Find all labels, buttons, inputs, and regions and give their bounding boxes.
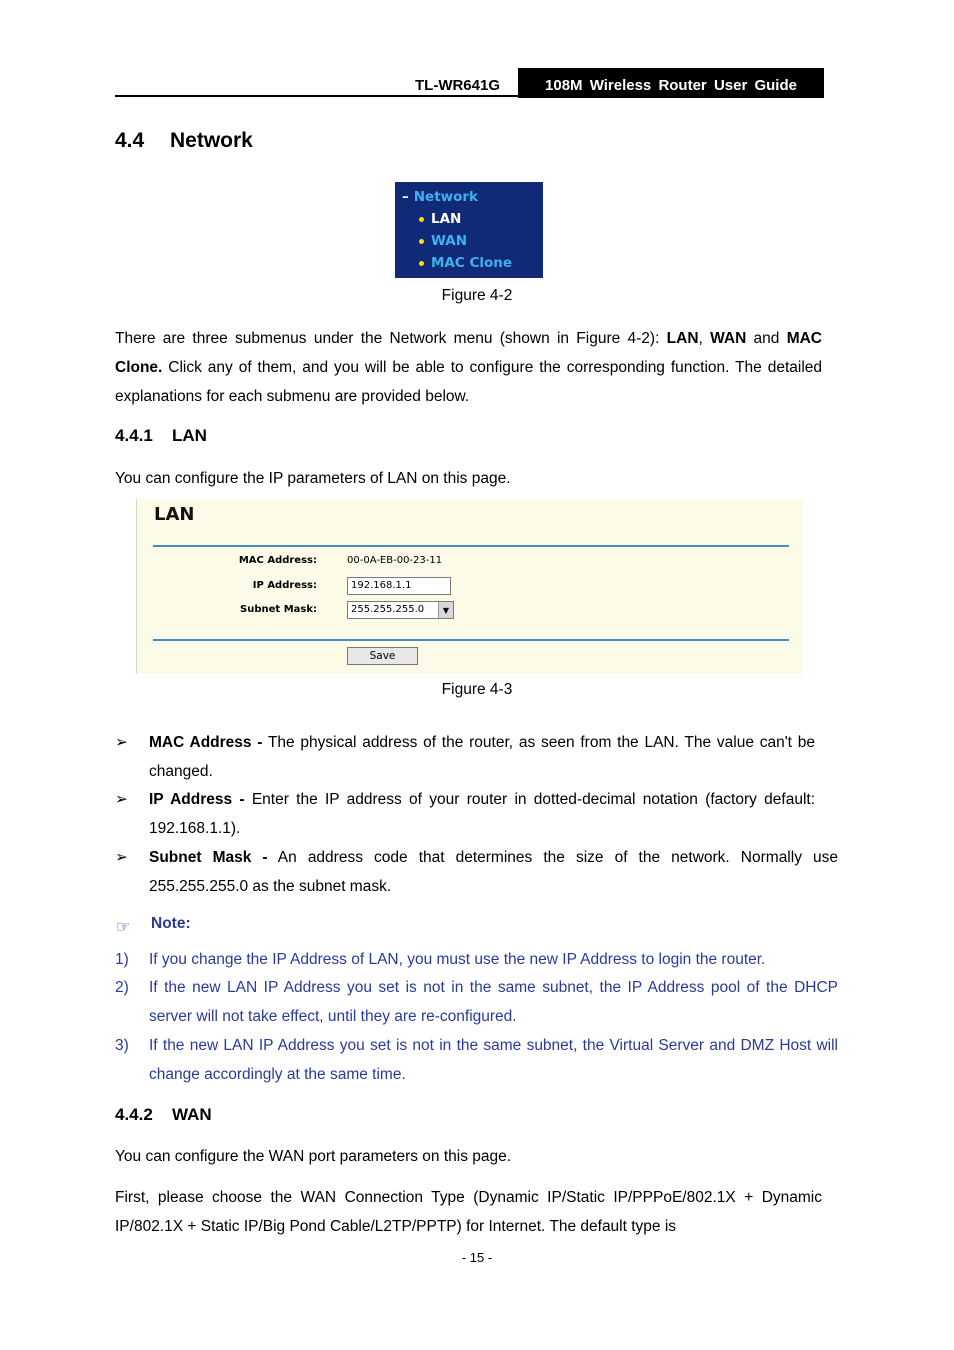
intro-text-2: Click any of them, and you will be able to configure the corresponding function. The detailed explanations for each submenu are provided below.	[115, 359, 822, 405]
bullet-icon	[419, 261, 424, 266]
menu-item-lan-label: LAN	[431, 211, 462, 227]
subsection-heading-wan	[115, 1105, 212, 1125]
lan-description: You can configure the IP parameters of LAN on this page.	[115, 470, 511, 487]
note-text: If the new LAN IP Address you set is not in the same subnet, the IP Address pool of the DHCP server will not take effect, until they are re-configured.	[149, 979, 838, 1025]
bullet-mac-address	[115, 728, 815, 786]
mac-address-label: MAC Address:	[238, 555, 317, 566]
subsection-number: 4.4.1	[115, 426, 153, 445]
network-menu-figure	[395, 182, 543, 278]
divider	[153, 545, 789, 547]
intro-and: and	[746, 330, 780, 347]
arrow-bullet-icon: ➢	[115, 734, 128, 751]
bullet-term: IP Address -	[149, 791, 245, 808]
figure-caption: Figure 4-3	[441, 681, 513, 698]
bullet-ip-address	[115, 785, 815, 843]
intro-paragraph	[115, 324, 822, 411]
intro-comma: ,	[698, 330, 711, 347]
menu-network[interactable]	[402, 189, 478, 205]
bullet-icon	[419, 217, 424, 222]
menu-item-lan[interactable]	[419, 211, 461, 227]
ip-address-input[interactable]: 192.168.1.1	[347, 577, 451, 595]
wan-description: You can configure the WAN port parameters on this page.	[115, 1148, 512, 1165]
collapse-icon: –	[402, 189, 409, 205]
subnet-mask-select[interactable]	[347, 601, 454, 619]
menu-item-mac-clone[interactable]	[419, 255, 512, 271]
bullet-text: The physical address of the router, as seen from the LAN. The value can't be changed.	[149, 734, 815, 780]
subnet-mask-value: 255.255.255.0	[351, 604, 425, 615]
divider	[153, 639, 789, 641]
figure-caption: Figure 4-2	[441, 287, 513, 304]
intro-text: There are three submenus under the Network menu (shown in Figure 4-2):	[115, 330, 667, 347]
mac-address-value: 00-0A-EB-00-23-11	[347, 555, 443, 566]
header-model: TL-WR641G	[415, 77, 501, 94]
intro-wan: WAN	[710, 330, 747, 347]
note-text: If you change the IP Address of LAN, you must use the new IP Address to login the router.	[149, 951, 766, 968]
page-number: - 15 -	[461, 1250, 493, 1265]
wan-paragraph: First, please choose the WAN Connection Type (Dynamic IP/Static IP/PPPoE/802.1X + Dynamic IP/802.1X + Static IP/Big Pond Cable/L2TP/PPTP) for Internet. The default type is	[115, 1189, 822, 1235]
subsection-heading-lan	[115, 426, 207, 446]
lan-panel-title: LAN	[154, 504, 195, 525]
section-heading	[115, 129, 253, 153]
menu-item-mac-clone-label: MAC Clone	[431, 255, 513, 271]
note-label: Note:	[151, 915, 191, 932]
note-number: 1)	[115, 951, 129, 968]
section-number: 4.4	[115, 129, 145, 152]
lan-settings-figure	[136, 499, 803, 674]
bullet-text: Enter the IP address of your router in dotted-decimal notation (factory default: 192.168.1.1).	[149, 791, 815, 837]
note-number: 2)	[115, 979, 129, 996]
intro-lan: LAN	[666, 330, 699, 347]
header-rule	[115, 95, 824, 97]
bullet-text: An address code that determines the size of the network. Normally use 255.255.255.0 as the subnet mask.	[149, 849, 838, 895]
note-item	[115, 973, 838, 1031]
menu-network-label: Network	[413, 189, 479, 205]
bullet-icon	[419, 239, 424, 244]
subsection-number: 4.4.2	[115, 1105, 153, 1124]
pointing-hand-icon: ☞	[116, 919, 131, 936]
arrow-bullet-icon: ➢	[115, 791, 128, 808]
chevron-down-icon[interactable]: ▼	[438, 602, 453, 618]
note-item	[115, 1031, 838, 1089]
intro-mac: MAC Clone.	[115, 330, 823, 376]
save-button[interactable]: Save	[347, 647, 418, 665]
subnet-mask-label: Subnet Mask:	[240, 604, 317, 615]
menu-item-wan[interactable]	[419, 233, 467, 249]
note-item	[115, 945, 838, 974]
menu-item-wan-label: WAN	[431, 233, 468, 249]
bullet-term: MAC Address -	[149, 734, 263, 751]
note-number: 3)	[115, 1037, 129, 1054]
subsection-title: LAN	[172, 426, 207, 445]
bullet-term: Subnet Mask -	[149, 849, 268, 866]
header-guide-title: 108M Wireless Router User Guide	[518, 68, 824, 98]
ip-address-label: IP Address:	[252, 580, 317, 591]
section-title: Network	[170, 129, 253, 152]
bullet-subnet-mask	[115, 843, 838, 901]
subsection-title: WAN	[172, 1105, 212, 1124]
note-text: If the new LAN IP Address you set is not in the same subnet, the Virtual Server and DMZ Host will change accordingly at the same time.	[149, 1037, 838, 1083]
arrow-bullet-icon: ➢	[115, 849, 128, 866]
